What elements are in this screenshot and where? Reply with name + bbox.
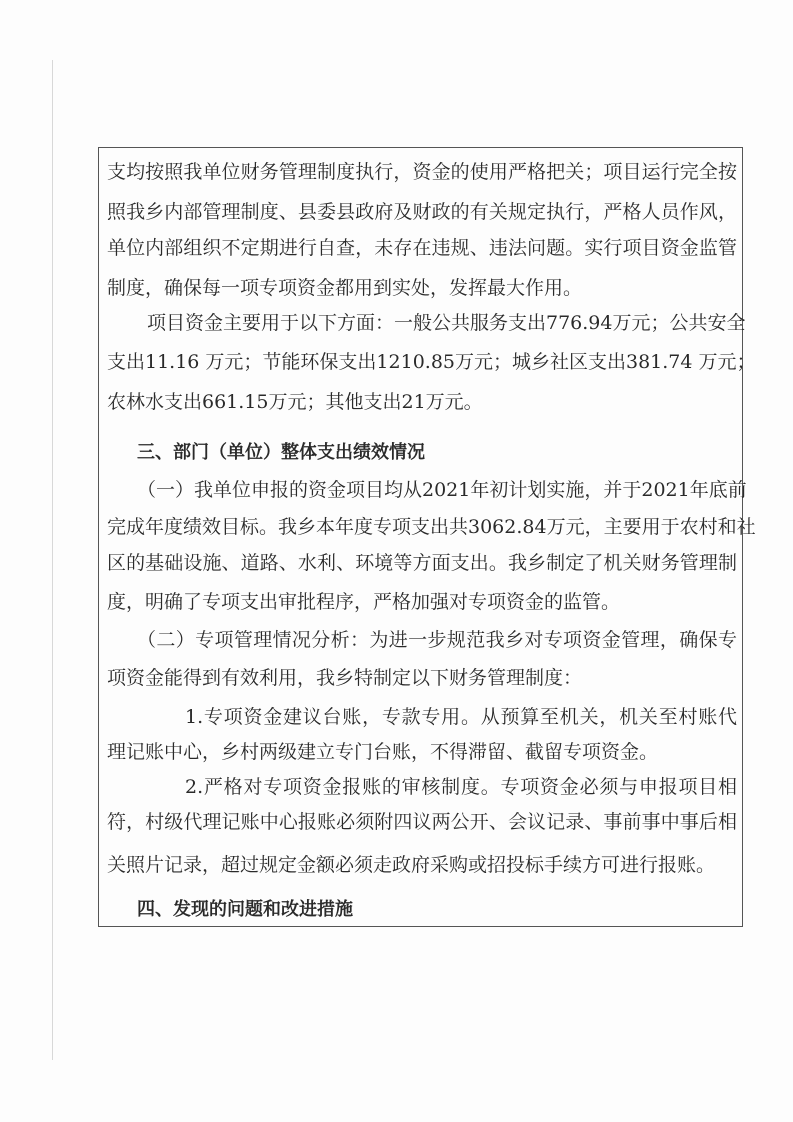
text-line: 符，村级代理记账中心报账必须附四议两公开、会议记录、事前事中事后相 (107, 811, 737, 833)
text-line: 支均按照我单位财务管理制度执行，资金的使用严格把关；项目运行完全按 (107, 161, 737, 183)
document-frame (98, 147, 756, 927)
text-line: 单位内部组织不定期进行自查，未存在违规、违法问题。实行项目资金监管 (107, 237, 737, 259)
text-line: （二）专项管理情况分析：为进一步规范我乡对专项资金管理，确保专 (137, 629, 737, 651)
text-line: 项资金能得到有效利用，我乡特制定以下财务管理制度： (107, 667, 583, 689)
text-line: 支出11.16 万元；节能环保支出1210.85万元；城乡社区支出381.74 万元； (107, 351, 756, 373)
text-line: 农林水支出661.15万元；其他支出21万元。 (107, 391, 483, 413)
text-line: 2.严格对专项资金报账的审核制度。专项资金必须与申报项目相 (185, 776, 737, 798)
text-line: 制度，确保每一项专项资金都用到实处，发挥最大作用。 (107, 277, 583, 299)
text-line: 1.专项资金建议台账，专款专用。从预算至机关，机关至村账代 (185, 706, 737, 728)
text-line: 照我乡内部管理制度、县委县政府及财政的有关规定执行，严格人员作风， (107, 201, 737, 223)
section-heading: 三、部门（单位）整体支出绩效情况 (137, 442, 425, 463)
text-line: 项目资金主要用于以下方面：一般公共服务支出776.94万元；公共安全 (147, 312, 746, 334)
text-line: 度，明确了专项支出审批程序，严格加强对专项资金的监管。 (107, 591, 621, 613)
scan-edge-line (52, 60, 53, 1060)
text-line: 完成年度绩效目标。我乡本年度专项支出共3062.84万元，主要用于农村和社 (107, 516, 756, 538)
text-line: 关照片记录，超过规定金额必须走政府采购或招投标手续方可进行报账。 (107, 854, 716, 876)
text-line: 理记账中心，乡村两级建立专门台账，不得滞留、截留专项资金。 (107, 741, 659, 763)
text-line: 区的基础设施、道路、水利、环境等方面支出。我乡制定了机关财务管理制 (107, 552, 737, 574)
section-heading: 四、发现的问题和改进措施 (137, 899, 353, 920)
text-line: （一）我单位申报的资金项目均从2021年初计划实施，并于2021年底前 (137, 479, 747, 501)
